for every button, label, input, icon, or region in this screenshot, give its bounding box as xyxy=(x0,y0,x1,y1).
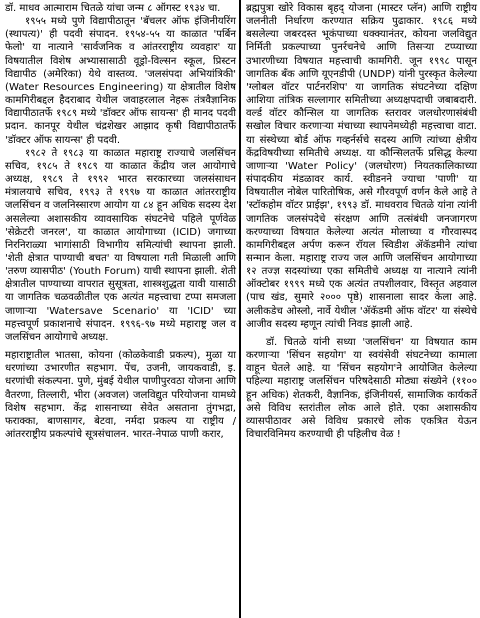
education-paragraph: १९५५ मध्ये पुणे विद्यापीठातून 'बॅचलर ऑफ इंजिनीयरिंग (स्थापत्य)' ही पदवी संपादन. १९५४-५५ या काळात 'पर्बिन फेलो' या नात्याने 'सार्वजनिक व आंतरराष्ट्रीय व्यवहार' या विषयातील विशेष अभ्यासासाठी वूड्रो-विल्सन स्कूल, प्रिस्टन विद्यापीठ (अमेरिका) येथे वास्तव्य. 'जलसंपदा अभियांत्रिकी' (Water Resources Engineering) या क्षेत्रातील विशेष कामगिरीबद्दल हैदराबाद येथील जवाहरलाल नेहरू तंत्रवैज्ञानिक विद्यापीठातर्फे १९८९ मध्ये 'डॉक्टर ऑफ सायन्स' ही मानद पदवी प्रदान. कानपूर येथील चंद्रशेखर आझाद कृषी विद्यापीठातर्फे 'डॉक्टर ऑफ सायन्स' ही पदवी. xyxy=(5,16,236,146)
left-column xyxy=(2,2,236,441)
projects-paragraph: महाराष्ट्रातील भातसा, कोयना (कोळकेवाडी प्रकल्प), मुळा या धरणांच्या उभारणीत सहभाग. पेंच, उजनी, जायकवाडी, इ. धरणांची संकल्पना. पुणे, मुंबई येथील पाणीपुरवठा योजना आणि वैतरणा, तिल्लारी, भीरा (अवजल) जलविद्युत परियोजना यामध्ये विशेष सहभाग. केंद्र शासनाच्या सेवेत असताना तुंगभद्रा, फराक्का, बाणसागर, बेटवा, नर्मदा प्रकल्प या राष्ट्रीय / आंतरराष्ट्रीय प्रकल्पांचे सूत्रसंचालन. भारत-नेपाळ पाणी करार, xyxy=(5,350,236,440)
sinchan-sahayog-paragraph: डॉ. चितळे यांनी सध्या 'जलसिंचन' या विषयात काम करणाऱ्या 'सिंचन सहयोग' या स्वयंसेवी संघटनेच्या कामाला वाहून घेतले आहे. या 'सिंचन सहयोग'ने आयोजित केलेल्या पहिल्या महाराष्ट्र जलसिंचन परिषदेसाठी मोठ्या संख्येने (११०० हून अधिक) शेतकरी, वैज्ञानिक, इंजिनीयर्स, सामाजिक कार्यकर्ते असे विविध स्तरांतील लोक आले होते. एका अशासकीय व्यासपीठावर असे विविध प्रकारचे लोक एकत्रित येऊन विचारविनिमय करण्याची ही पहिलीच वेळ ! xyxy=(246,336,477,440)
birth-paragraph: डॉ. माधव आत्माराम चितळे यांचा जन्म ८ ऑगस्ट १९३४ चा. xyxy=(5,3,221,14)
career-paragraph: १९८२ ते १९८३ या काळात महाराष्ट्र राज्याचे जलसिंचन सचिव, १९८५ ते १९८९ या काळात केंद्रीय जल आयोगाचे अध्यक्ष, १९८९ ते १९९२ भारत सरकारच्या जलसंसाधन मंत्रालयाचे सचिव, १९९३ ते १९९७ या काळात आंतरराष्ट्रीय जलसिंचन व जलनिस्सारण आयोग या ८४ हून अधिक सदस्य देश असलेल्या अशासकीय व्यावसायिक संघटनेचे पहिले पूर्णवेळ 'सेक्रेटरी जनरल', या काळात आयोगाच्या (ICID) जगाच्या निरनिराळ्या भागांसाठी विभागीय समित्यांची स्थापना झाली. 'शेती क्षेत्रात पाण्याची बचत' या विषयाला गती मिळाली आणि 'तरुण व्यासपीठ' (Youth Forum) याची स्थापना झाली. शेती क्षेत्रातील पाण्याच्या वापरात सुसूत्रता, शास्त्रशुद्धता यावी यासाठी या जागतिक चळवळीतील एक अत्यंत महत्त्वाचा टप्पा समजला जाणाऱ्या 'Watersave Scenario' या 'ICID' च्या महत्त्वपूर्ण प्रकाशनाचे संपादन. १९९६-९७ मध्ये महाराष्ट्र जल व जलसिंचन आयोगाचे अध्यक्ष. xyxy=(5,147,236,343)
international-paragraph: ब्रह्मपुत्रा खोरे विकास बृहद् योजना (मास्टर प्लॅन) आणि राष्ट्रीय जलनीती निर्धारण करण्यात सक्रिय पुढाकार. १९८६ मध्ये बसलेल्या जबरदस्त भूकंपाच्या धक्क्यानंतर, कोयना जलविद्युत निर्मिती प्रकल्पाच्या पुनर्रचनेचे आणि तिसऱ्या टप्प्याच्या उभारणीच्या विषयात महत्त्वाची कामगिरी. जून १९९८ पासून जागतिक बँक आणि यूएनडीपी (UNDP) यांनी पुरस्कृत केलेल्या 'ग्लोबल वॉटर पार्टनरशिप' या जागतिक संघटनेच्या दक्षिण आशिया तांत्रिक सल्लागार समितीच्या अध्यक्षपदाची जबाबदारी. वर्ल्ड वॉटर कौन्सिल या जागतिक स्तरावर जलधोरणासंबंधी सखोल विचार करणाऱ्या मंचाच्या स्थापनेमध्येही महत्त्वाचा वाटा. या संस्थेच्या बोर्ड ऑफ गव्हर्नर्सचे सदस्य आणि त्यांच्या क्षेत्रीय केंद्रविषयीच्या समितीचे अध्यक्ष. या कौन्सिलतर्फे प्रसिद्ध केल्या जाणाऱ्या 'Water Policy' (जलधोरण) नियतकालिकाच्या संपादकीय मंडळावर कार्य. स्वीडनने ज्याचा 'पाणी' या विषयातील नोबेल पारितोषिक, असे गौरवपूर्ण वर्णन केले आहे ते 'स्टॉकहोम वॉटर प्राईझ', १९९३ डॉ. माधवराव चितळे यांना त्यांनी जागतिक जलसंपदेचे संरक्षण आणि तत्संबंधी जनजागरण करण्याच्या विषयात केलेल्या अत्यंत मोलाच्या व गौरवास्पद कामगिरीबद्दल अर्पण करून रॉयल स्विडीश ॲकॅडमीने त्यांचा सन्मान केला. महाराष्ट्र राज्य जल आणि जलसिंचन आयोगाच्या १२ तज्ज्ञ सदस्यांच्या एका समितीचे अध्यक्ष या नात्याने त्यांनी ऑक्टोबर १९९९ मध्ये एक अत्यंत तपशीलवार, विस्तृत अहवाल (पाच खंड, सुमारे २००० पृष्ठे) शासनाला सादर केला आहे. अलीकडेच ओस्लो, नार्वे येथील 'ॲकॅडमी ऑफ वॉटर' या संस्थेचे आजीव सदस्य म्हणून त्यांची निवड झाली आहे. xyxy=(246,3,477,330)
column-divider xyxy=(239,0,241,618)
right-column xyxy=(244,2,477,441)
